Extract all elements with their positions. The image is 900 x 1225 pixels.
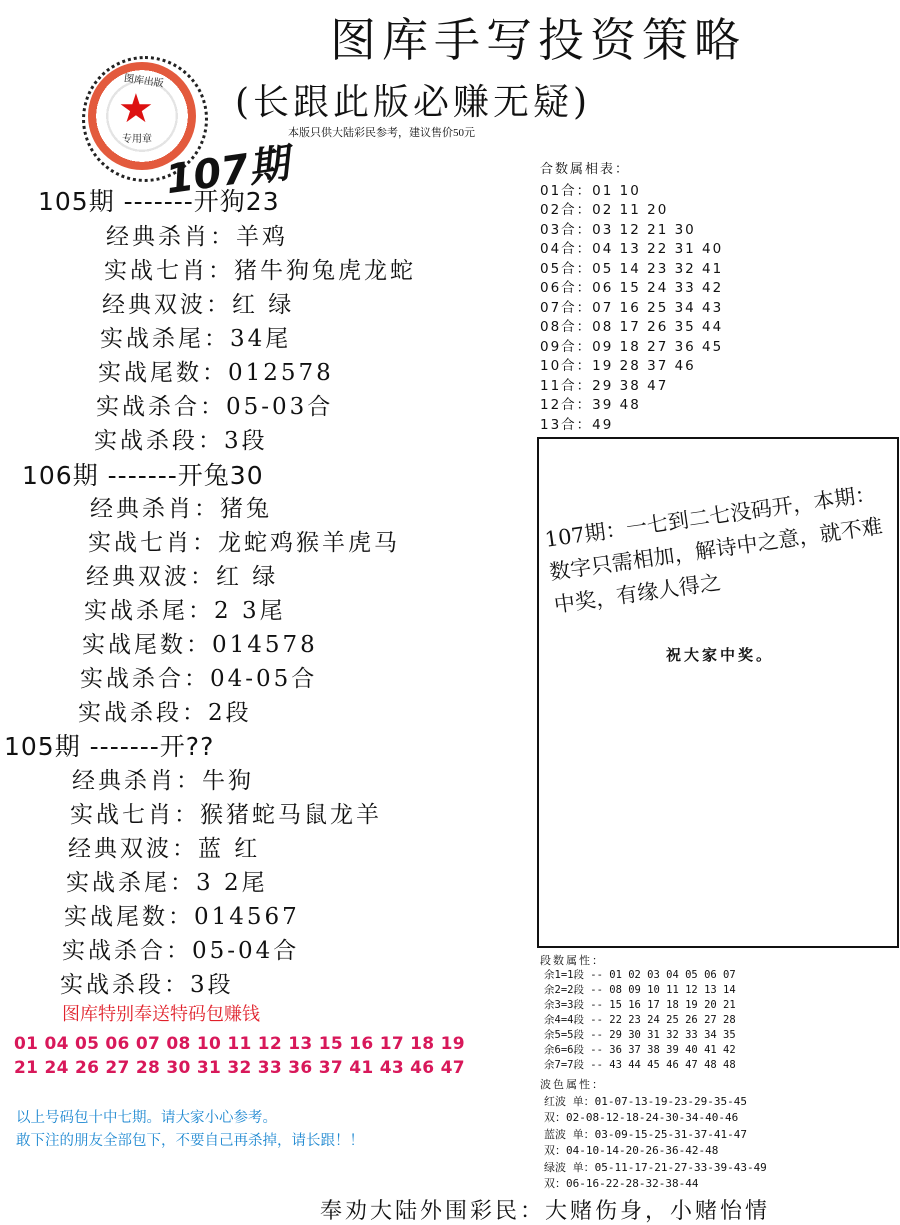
wave-row: 蓝波 单：03-09-15-25-31-37-41-47 [544,1128,747,1141]
warning-line: 以上号码包十中七期。请大家小心参考。 [16,1110,277,1126]
wave-row: 绿波 单：05-11-17-21-27-33-39-43-49 [544,1161,767,1174]
wish-text: 祝大家中奖。 [666,646,775,664]
segment-row: 余2=2段 -- 08 09 10 11 12 13 14 [544,984,736,996]
section-1-line: 实战杀尾：34尾 [100,326,292,352]
special-title: 图库特别奉送特码包赚钱 [62,1004,260,1025]
section-1-line: 经典杀肖：羊鸡 [106,224,288,250]
section-3-line: 实战杀段：3段 [60,972,234,998]
segment-title: 段数属性： [540,954,605,967]
page-title: 图库手写投资策略 [330,13,746,67]
warning-line: 敢下注的朋友全部包下，不要自己再杀掉，请长跟！！ [16,1133,364,1149]
section-1-line: 经典双波：红 绿 [102,292,295,318]
he-table-row: 11合：29 38 47 [540,378,669,394]
he-table-row: 06合：06 15 24 33 42 [540,280,724,296]
section-2-line: 实战杀合：04-05合 [80,666,318,692]
he-table-row: 04合：04 13 22 31 40 [540,241,724,257]
section-2-line: 经典双波：红 绿 [86,564,279,590]
footer-advice: 奉劝大陆外围彩民：大赌伤身，小赌怡情 [320,1199,771,1224]
section-2-head: 106期 -------开兔30 [22,461,264,490]
wave-row: 双：06-16-22-28-32-38-44 [544,1177,699,1190]
segment-row: 余4=4段 -- 22 23 24 25 26 27 28 [544,1014,736,1026]
he-table-row: 02合：02 11 20 [540,202,669,218]
star-icon: ★ [118,86,154,132]
section-1-line: 实战杀合：05-03合 [96,394,334,420]
section-3-line: 实战尾数：014567 [64,904,300,930]
segment-row: 余3=3段 -- 15 16 17 18 19 20 21 [544,999,736,1011]
he-table-row: 12合：39 48 [540,397,641,413]
special-numbers-line: 01 04 05 06 07 08 10 11 12 13 15 16 17 18 19 [14,1034,465,1054]
section-3-line: 实战杀尾：3 2尾 [66,870,268,896]
page-subtitle: (长跟此版必赚无疑) [235,82,592,123]
section-2-line: 实战杀段：2段 [78,700,252,726]
stamp-top-text: 图库出版 [123,73,165,90]
segment-row: 余6=6段 -- 36 37 38 39 40 41 42 [544,1044,736,1056]
he-table-row: 09合：09 18 27 36 45 [540,339,724,355]
he-table-row: 08合：08 17 26 35 44 [540,319,724,335]
he-table-row: 10合：19 28 37 46 [540,358,696,374]
current-issue: 107期 [162,140,292,204]
section-1-line: 实战杀段：3段 [94,428,268,454]
special-numbers-line: 21 24 26 27 28 30 31 32 33 36 37 41 43 46 47 [14,1058,465,1078]
wave-row: 红波 单：01-07-13-19-23-29-35-45 [544,1095,747,1108]
stamp-bottom-text: 专用章 [122,134,152,145]
wave-row: 双：04-10-14-20-26-36-42-48 [544,1144,719,1157]
wave-title: 波色属性： [540,1078,605,1091]
poem-text: 107期：一七到二七没码开，本期：数字只需相加，解诗中之意，就不难中奖，有缘人得之 [543,481,884,618]
section-1-line: 实战七肖：猪牛狗兔虎龙蛇 [104,258,416,284]
he-table-row: 13合：49 [540,417,614,433]
section-2-line: 实战杀尾：2 3尾 [84,598,286,624]
he-table-row: 01合：01 10 [540,183,641,199]
segment-row: 余5=5段 -- 29 30 31 32 33 34 35 [544,1029,736,1041]
section-2-line: 实战七肖：龙蛇鸡猴羊虎马 [88,530,400,556]
section-3-line: 经典杀肖：牛狗 [72,768,254,794]
he-table-row: 05合：05 14 23 32 41 [540,261,724,277]
section-2-line: 实战尾数：014578 [82,632,318,658]
wave-row: 双：02-08-12-18-24-30-34-40-46 [544,1111,739,1124]
he-table-row: 07合：07 16 25 34 43 [540,300,724,316]
section-3-line: 经典双波：蓝 红 [68,836,261,862]
segment-row: 余1=1段 -- 01 02 03 04 05 06 07 [544,969,736,981]
section-3-head: 105期 -------开?? [4,732,215,761]
section-3-line: 实战七肖：猴猪蛇马鼠龙羊 [70,802,382,828]
segment-row: 余7=7段 -- 43 44 45 46 47 48 48 [544,1059,736,1071]
price-note: 本版只供大陆彩民参考，建议售价50元 [288,127,475,139]
section-1-head: 105期 -------开狗23 [38,187,280,216]
section-2-line: 经典杀肖：猪兔 [90,496,272,522]
he-table-row: 03合：03 12 21 30 [540,222,696,238]
section-3-line: 实战杀合：05-04合 [62,938,300,964]
section-1-line: 实战尾数：012578 [98,360,334,386]
he-table-title: 合数属相表： [540,162,631,177]
